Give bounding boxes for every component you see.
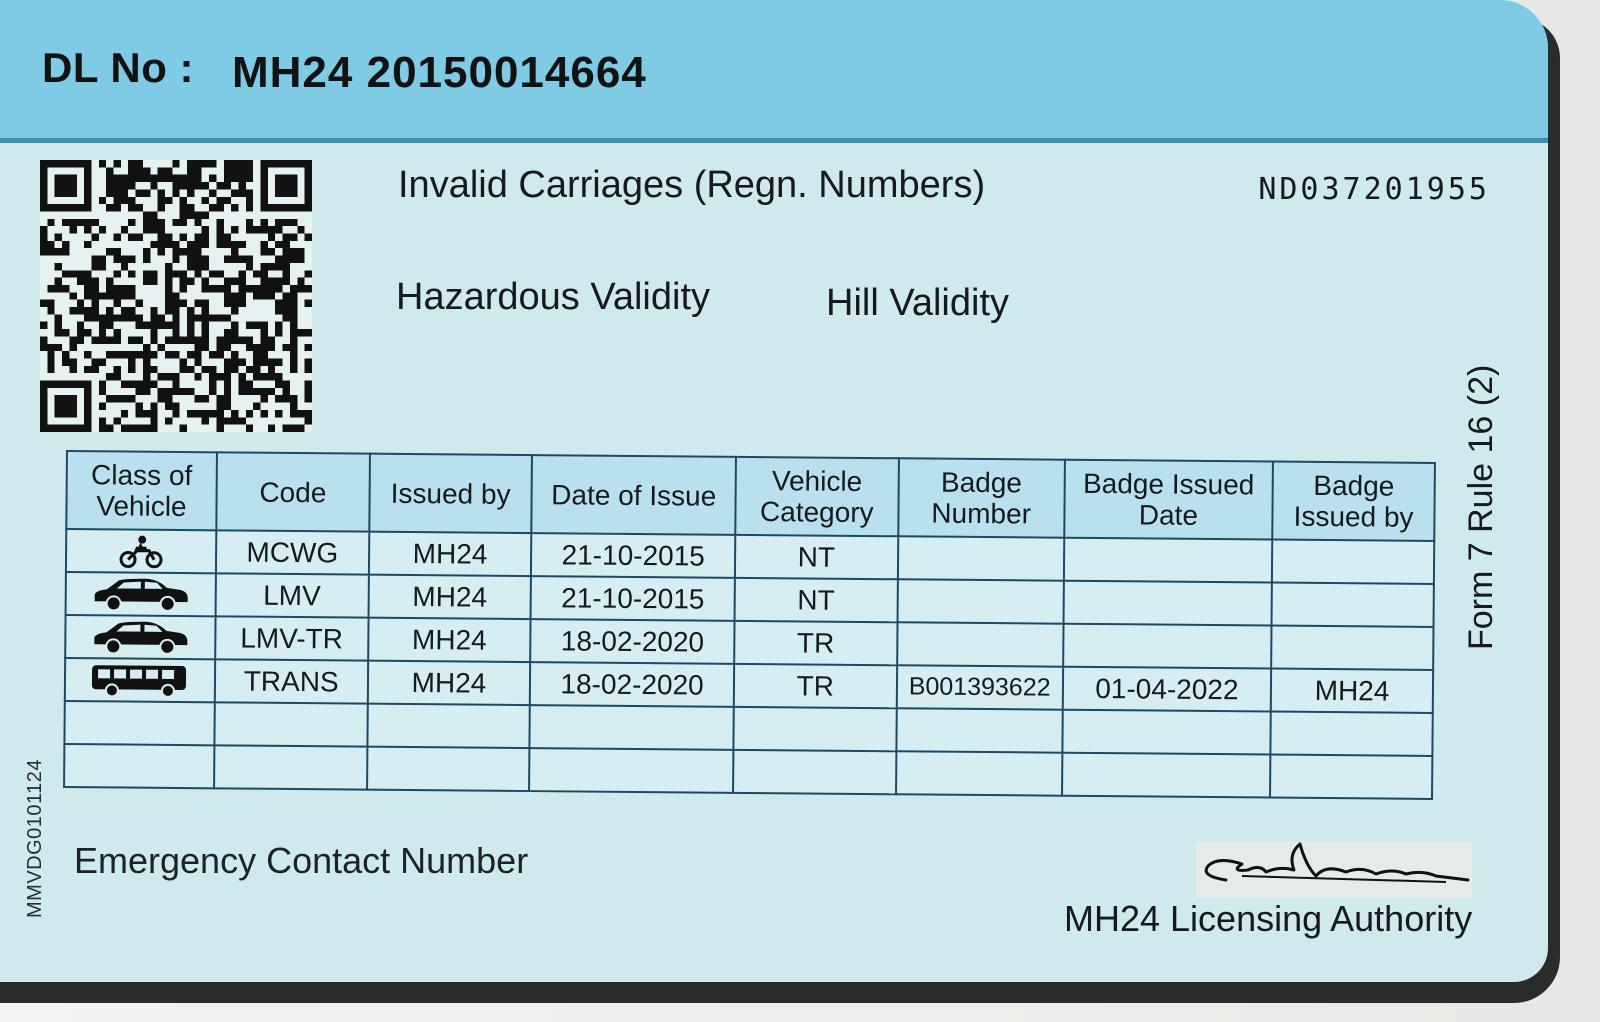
side-code-text: MMVDG0101124 [24, 758, 46, 918]
column-header: Issued by [369, 454, 532, 533]
bus-icon [90, 663, 190, 698]
code-cell: MCWG [216, 530, 369, 574]
badge-issued-by-cell [1272, 583, 1434, 627]
code-cell: LMV-TR [215, 616, 368, 660]
car-icon [90, 620, 190, 655]
vehicle-category-cell: NT [735, 535, 898, 579]
badge-date-cell [1063, 581, 1272, 626]
date-of-issue-cell: 18-02-2020 [530, 662, 734, 707]
emergency-contact-label: Emergency Contact Number [74, 840, 529, 881]
column-header: Badge Number [898, 458, 1065, 537]
badge-date-cell: 01-04-2022 [1062, 667, 1271, 712]
vehicle-class-cell [65, 615, 215, 659]
badge-number-cell [897, 579, 1063, 623]
vehicle-category-cell: TR [734, 664, 897, 708]
licensing-authority-label: MH24 Licensing Authority [1064, 898, 1473, 939]
vehicle-class-cell [66, 572, 216, 616]
motorcycle-icon [119, 534, 163, 568]
date-of-issue-cell: 18-02-2020 [531, 619, 735, 664]
badge-date-cell [1064, 538, 1273, 583]
vehicle-category-cell: TR [734, 621, 897, 665]
column-header: Date of Issue [532, 455, 736, 535]
date-of-issue-cell: 21-10-2015 [531, 576, 735, 621]
badge-number-cell [897, 622, 1063, 666]
code-cell: LMV [215, 573, 368, 617]
column-header: Vehicle Category [735, 457, 899, 536]
vehicle-category-cell: NT [734, 578, 897, 622]
dl-number-value: MH24 20150014664 [232, 48, 647, 97]
badge-issued-by-cell [1272, 540, 1434, 584]
badge-date-cell [1063, 624, 1272, 669]
code-cell: TRANS [215, 659, 368, 703]
badge-issued-by-cell: MH24 [1271, 669, 1433, 713]
hill-validity-label: Hill Validity [826, 282, 1010, 324]
form-rule-text: Form 7 Rule 16 (2) [1462, 364, 1500, 650]
issued-by-cell: MH24 [367, 661, 530, 705]
issued-by-cell: MH24 [369, 532, 532, 576]
vehicle-class-cell [66, 529, 216, 573]
car-icon [91, 577, 191, 612]
badge-number-cell: B001393622 [897, 665, 1063, 709]
badge-number-cell [898, 536, 1064, 580]
card-header-band [0, 0, 1548, 143]
issued-by-cell: MH24 [368, 575, 531, 619]
date-of-issue-cell: 21-10-2015 [531, 533, 735, 578]
issued-by-cell: MH24 [368, 618, 531, 662]
vehicle-class-cell [65, 658, 215, 702]
hazardous-validity-label: Hazardous Validity [396, 276, 711, 318]
qr-code [40, 160, 312, 432]
card-serial-number: ND037201955 [1258, 172, 1490, 207]
table-header-row [66, 451, 1435, 541]
column-header: Class of Vehicle [66, 451, 217, 530]
signature-image [1196, 836, 1486, 896]
column-header: Badge Issued by [1272, 462, 1434, 541]
column-header: Badge Issued Date [1064, 460, 1273, 540]
badge-issued-by-cell [1271, 626, 1433, 670]
invalid-carriages-label: Invalid Carriages (Regn. Numbers) [398, 164, 986, 206]
dl-number-label: DL No : [42, 44, 195, 91]
vehicle-class-table [63, 450, 1436, 800]
column-header: Code [216, 452, 369, 531]
